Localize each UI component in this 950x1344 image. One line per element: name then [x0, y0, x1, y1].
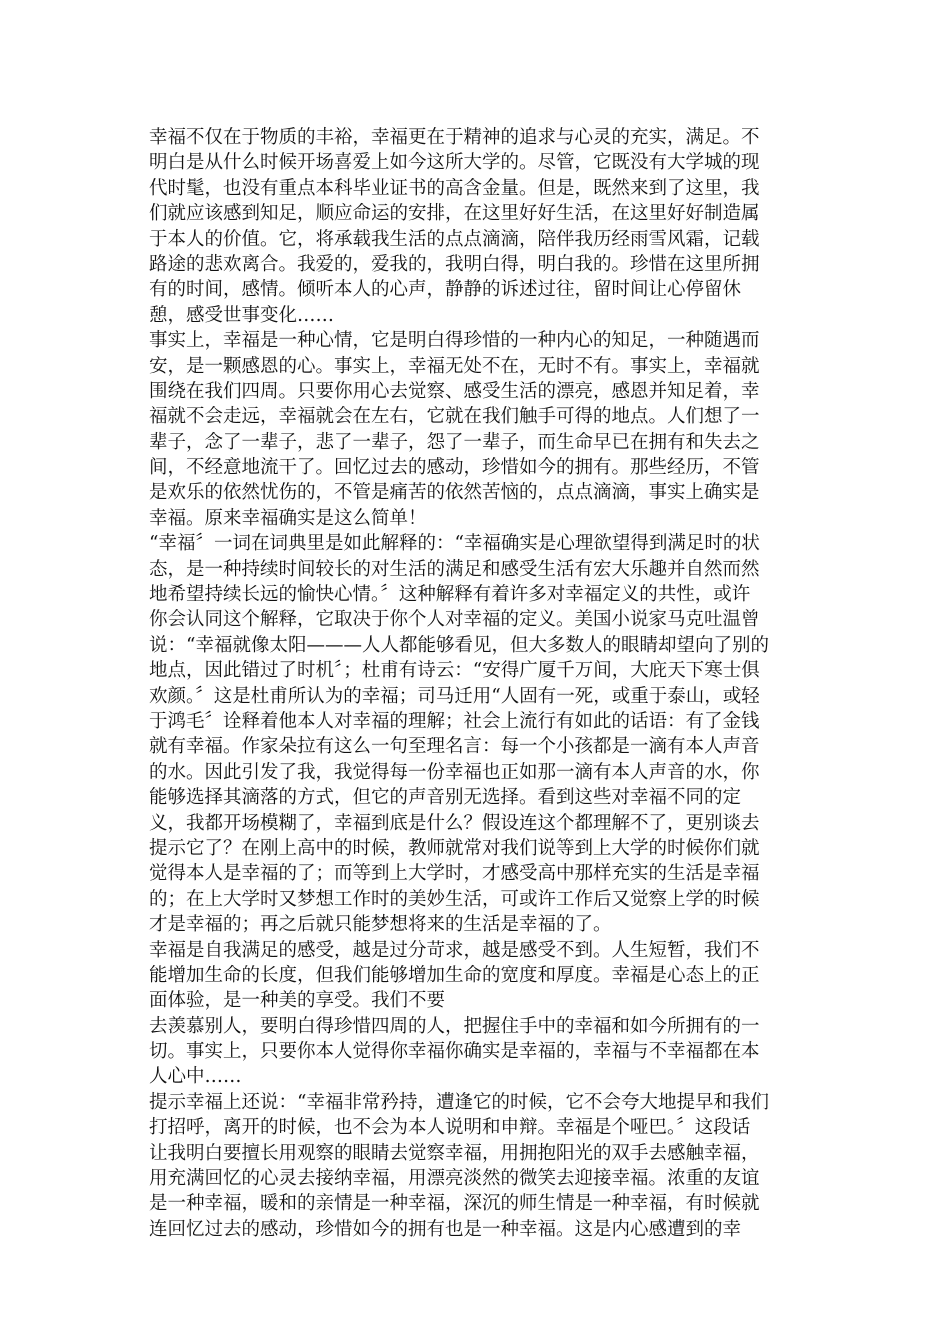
text-line: 用充满回忆的心灵去接纳幸福，用漂亮淡然的微笑去迎接幸福。浓重的友谊 — [149, 1168, 760, 1190]
text-line: 切。事实上，只要你本人觉得你幸福你确实是幸福的，幸福与不幸福都在本 — [149, 1041, 760, 1063]
text-line: 让我明白要擅长用观察的眼睛去觉察幸福，用拥抱阳光的双手去感触幸福， — [149, 1142, 760, 1164]
text-line: 面体验，是一种美的享受。我们不要 — [149, 990, 446, 1012]
text-line: 代时髦，也没有重点本科毕业证书的高含金量。但是，既然来到了这里，我 — [149, 177, 760, 199]
text-line: 说：“幸福就像太阳———人人都能够看见，但大多数人的眼睛却望向了别的 — [149, 634, 769, 656]
text-line: 幸福。原来幸福确实是这么简单！ — [149, 507, 427, 529]
text-line: “幸福〞一词在词典里是如此解释的：“幸福确实是心理欲望得到满足时的状 — [149, 533, 760, 555]
text-line: 福就不会走远，幸福就会在左右，它就在我们触手可得的地点。人们想了一 — [149, 406, 760, 428]
text-line: 人心中…… — [149, 1066, 242, 1088]
text-line: 地点，因此错过了时机〞；杜甫有诗云：“安得广厦千万间，大庇天下寒士俱 — [149, 660, 760, 682]
text-line: 提示它了？在刚上高中的时候，教师就常对我们说等到上大学的时候你们就 — [149, 837, 760, 859]
text-line: 打招呼，离开的时候，也不会为本人说明和申辩。幸福是个哑巴。〞这段话 — [149, 1117, 751, 1139]
text-line: 路途的悲欢离合。我爱的，爱我的，我明白得，明白我的。珍惜在这里所拥 — [149, 253, 760, 275]
text-line: 义，我都开场模糊了，幸福到底是什么？假设连这个都理解不了，更别谈去 — [149, 812, 760, 834]
text-line: 去羡慕别人，要明白得珍惜四周的人，把握住手中的幸福和如今所拥有的一 — [149, 1015, 760, 1037]
text-line: 事实上，幸福是一种心情，它是明白得珍惜的一种内心的知足，一种随遇而 — [149, 330, 760, 352]
text-line: 是欢乐的依然忧伤的，不管是痛苦的依然苦恼的，点点滴滴，事实上确实是 — [149, 482, 760, 504]
text-line: 明白是从什么时候开场喜爱上如今这所大学的。尽管，它既没有大学城的现 — [149, 152, 760, 174]
document-body — [149, 125, 805, 1242]
text-line: 于本人的价值。它，将承载我生活的点点滴滴，陪伴我历经雨雪风霜，记载 — [149, 228, 760, 250]
text-line: 能够选择其滴落的方式，但它的声音别无选择。看到这些对幸福不同的定 — [149, 787, 742, 809]
text-line: 欢颜。〞这是杜甫所认为的幸福；司马迁用“人固有一死，或重于泰山，或轻 — [149, 685, 760, 707]
text-line: 地希望持续长远的愉快心情。〞这种解释有着许多对幸福定义的共性，或许 — [149, 584, 751, 606]
text-line: 觉得本人是幸福的了；而等到上大学时，才感受高中那样充实的生活是幸福 — [149, 863, 760, 885]
text-line: 态，是一种持续时间较长的对生活的满足和感受生活有宏大乐趣并自然而然 — [149, 558, 760, 580]
text-line: 能增加生命的长度，但我们能够增加生命的宽度和厚度。幸福是心态上的正 — [149, 964, 760, 986]
text-line: 幸福是自我满足的感受，越是过分苛求，越是感受不到。人生短暂，我们不 — [149, 939, 760, 961]
text-line: 围绕在我们四周。只要你用心去觉察、感受生活的漂亮，感恩并知足着，幸 — [149, 380, 760, 402]
text-line: 憩，感受世事变化…… — [149, 304, 335, 326]
text-line: 就有幸福。作家朵拉有这么一句至理名言：每一个小孩都是一滴有本人声音 — [149, 736, 760, 758]
text-line: 的水。因此引发了我，我觉得每一份幸福也正如那一滴有本人声音的水，你 — [149, 761, 760, 783]
text-line: 幸福不仅在于物质的丰裕，幸福更在于精神的追求与心灵的充实，满足。不 — [149, 127, 760, 148]
text-line: 是一种幸福，暖和的亲情是一种幸福，深沉的师生情是一种幸福，有时候就 — [149, 1193, 760, 1215]
text-line: 你会认同这个解释，它取决于你个人对幸福的定义。美国小说家马克吐温曾 — [149, 609, 760, 631]
text-line: 辈子，念了一辈子，悲了一辈子，怨了一辈子，而生命早已在拥有和失去之 — [149, 431, 760, 453]
text-line: 连回忆过去的感动，珍惜如今的拥有也是一种幸福。这是内心感遭到的幸 — [149, 1218, 742, 1240]
text-line: 才是幸福的；再之后就只能梦想将来的生活是幸福的了。 — [149, 914, 612, 936]
text-line: 安，是一颗感恩的心。事实上，幸福无处不在，无时不有。事实上，幸福就 — [149, 355, 760, 377]
text-line: 提示幸福上还说：“幸福非常矜持，遭逢它的时候，它不会夸大地提早和我们 — [149, 1091, 769, 1113]
text-line: 于鸿毛〞诠释着他本人对幸福的理解；社会上流行有如此的话语：有了金钱 — [149, 710, 760, 732]
text-line: 的；在上大学时又梦想工作时的美妙生活，可或许工作后又觉察上学的时候 — [149, 888, 760, 910]
text-line: 间，不经意地流干了。回忆过去的感动，珍惜如今的拥有。那些经历，不管 — [149, 457, 760, 479]
text-line: 们就应该感到知足，顺应命运的安排，在这里好好生活，在这里好好制造属 — [149, 203, 760, 225]
text-line: 有的时间，感情。倾听本人的心声，静静的诉述过往，留时间让心停留休 — [149, 279, 742, 301]
